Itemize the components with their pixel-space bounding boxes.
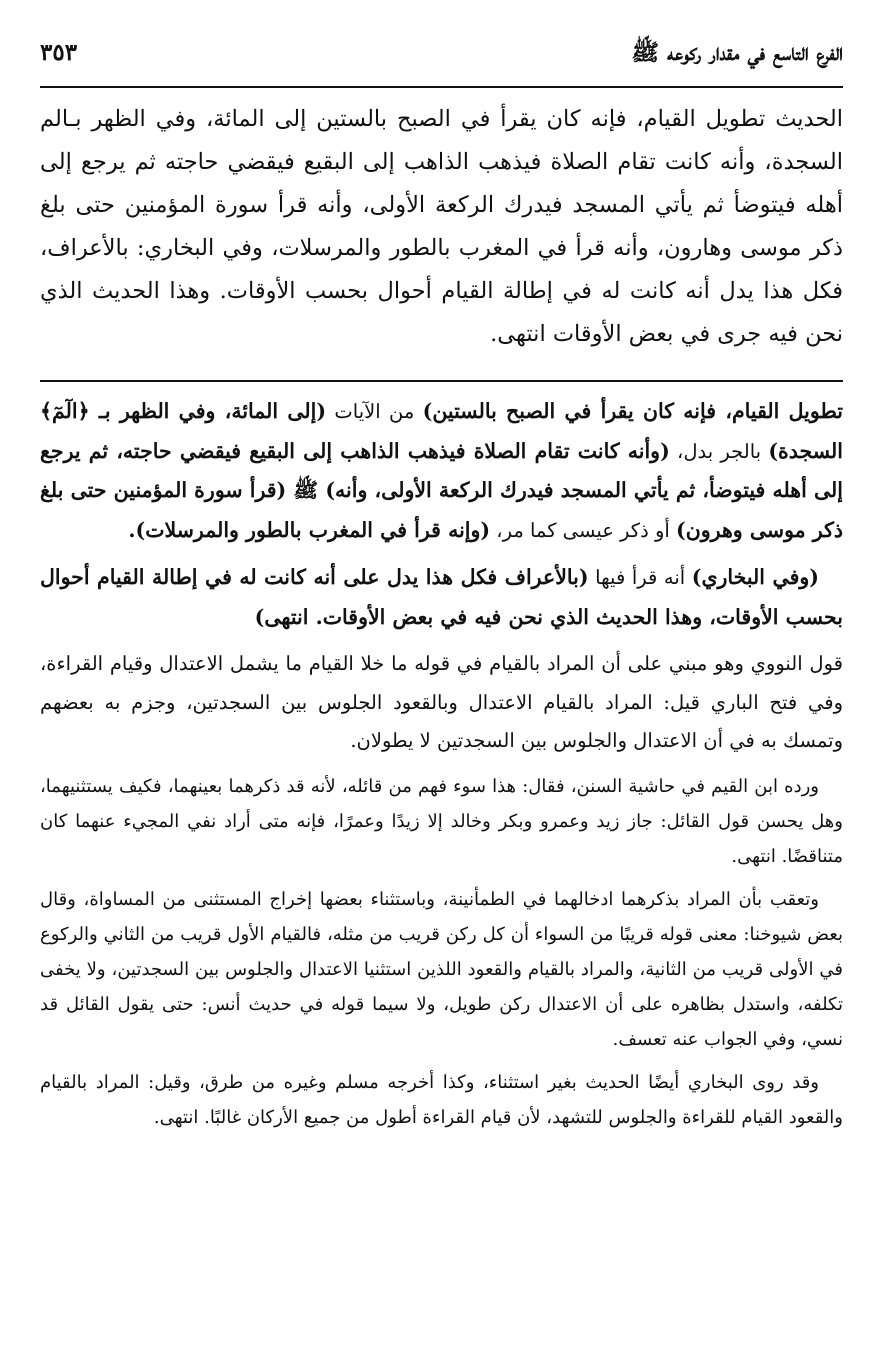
commentary-text: أنه قرأ فيها (588, 566, 692, 589)
footnote-separator (40, 380, 843, 382)
commentary-text: أو ذكر عيسى كما مر، (490, 518, 677, 542)
quoted-text: تطويل القيام، فإنه كان يقرأ في الصبح بالستين) (422, 399, 843, 423)
commentary-paragraph-5: وتعقب بأن المراد بذكرهما ادخالهما في الطمأنينة، وباستثناء بعضها إخراج المستثنى من المساواة، وقال بعض شيوخنا: معنى قوله قريبًا من السواء أن كل ركن قريب من مثله، فالقيام الأول قريب من الثاني والركوع في الأولى قريب من الثانية، والمراد بالقيام والقعود اللذين استثنيا الاعتدال والجلوس بين السجدتين، ولا يخفى تكلفه، واستدل بظاهره على أن الاعتدال ركن طويل، ولا سيما قوله في حديث أنس: حتى يقول القائل قد نسي، وفي الجواب عنه تعسف. (40, 888, 843, 1050)
header-rule (40, 86, 843, 88)
page-number: ٣٥٣ (40, 39, 78, 66)
commentary-text: من الآيات (326, 400, 423, 423)
main-text (40, 98, 843, 356)
page-header (40, 38, 843, 78)
quoted-text: (وإنه قرأ في المغرب بالطور والمرسلات). (128, 517, 491, 542)
book-page (40, 38, 843, 1339)
running-title: الفرع التاسع في مقدار ركوعه ﷺ (631, 39, 843, 66)
commentary-paragraph-3: قول النووي وهو مبني على أن المراد بالقيام في قوله ما خلا القيام ما يشمل الاعتدال وقيام القراءة، وفي فتح الباري قيل: المراد بالقيام الاعتدال وبالقعود الجلوس بين السجدتين، وجزم به بعضهم وتمسك به في أن الاعتدال والجلوس بين السجدتين لا يطولان. (40, 652, 843, 752)
commentary-paragraph-2 (40, 558, 843, 637)
commentary-paragraph-1 (40, 392, 843, 550)
main-text-paragraph: الحديث تطويل القيام، فإنه كان يقرأ في الصبح بالستين إلى المائة، وفي الظهر بـالم السجدة، وأنه كانت تقام الصلاة فيذهب الذاهب إلى البقيع فيقضي حاجته ثم يرجع إلى أهله فيتوضأ ثم يأتي المسجد فيدرك الركعة الأولى، وأنه قرأ سورة المؤمنين حتى بلغ ذكر موسى وهارون، وأنه قرأ في المغرب بالطور والمرسلات، وفي البخاري: بالأعراف، فكل هذا يدل أنه كانت له في إطالة القيام أحوال بحسب الأوقات. وهذا الحديث الذي نحن فيه جرى في بعض الأوقات انتهى. (40, 106, 843, 347)
commentary-text: بالجر بدل، (669, 439, 769, 463)
commentary-paragraph-6: وقد روى البخاري أيضًا الحديث بغير استثناء، وكذا أخرجه مسلم وغيره من طرق، وقيل: المراد بالقيام والقعود القيام للقراءة والجلوس للتشهد، لأن قيام القراءة أطول من جميع الأركان غالبًا. انتهى. (40, 1071, 843, 1128)
quoted-text: (بالأعراف فكل هذا يدل على أنه كانت له في إطالة القيام أحوال بحسب الأوقات، وهذا الحديث الذي نحن فيه في بعض الأوقات. انتهى) (40, 565, 843, 629)
quoted-text: (وأنه كانت تقام الصلاة فيذهب الذاهب إلى البقيع فيقضي حاجته، ثم يرجع إلى أهله فيتوضأ، ثم يأتي المسجد فيدرك الركعة الأولى، وأنه) ﷺ (قرأ سورة المؤمنين حتى بلغ ذكر موسى وهرون) (40, 438, 843, 542)
commentary-paragraph-4: ورده ابن القيم في حاشية السنن، فقال: هذا سوء فهم من قائله، لأنه قد ذكرهما بعينهما، فكيف يستثنيهما، وهل يحسن قول القائل: جاز زيد وعمرو وبكر وخالد إلا زيدًا وعمرًا، فإنه متى أراد نفي المجيء عنهما كان متناقضًا. انتهى. (40, 775, 843, 867)
quoted-text: (إلى المائة، وفي الظهر بـ ﴿الٓمٓ﴾ السجدة) (40, 399, 843, 463)
quoted-text: (وفي البخاري) (691, 565, 819, 589)
commentary (40, 392, 843, 1135)
